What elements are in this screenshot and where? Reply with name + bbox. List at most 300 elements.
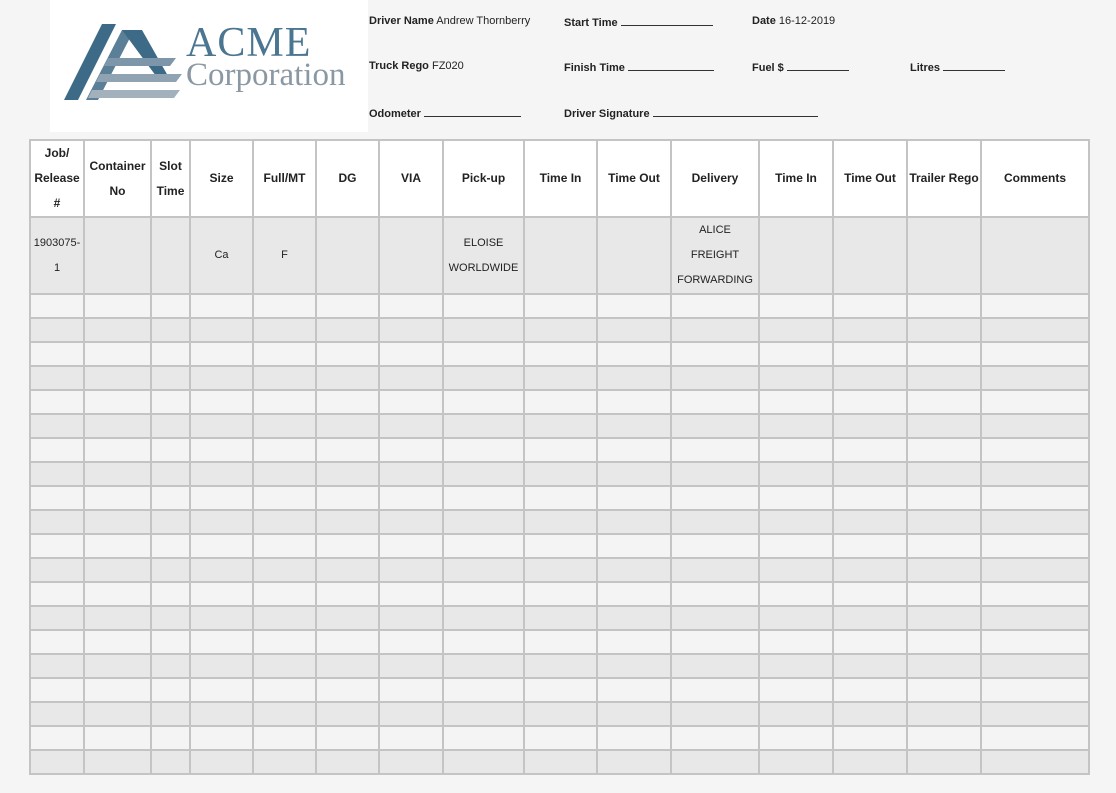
- empty-table-cell[interactable]: [833, 294, 907, 318]
- empty-table-cell[interactable]: [30, 558, 84, 582]
- empty-table-cell[interactable]: [524, 630, 597, 654]
- empty-table-cell[interactable]: [671, 366, 759, 390]
- empty-table-cell[interactable]: [759, 702, 833, 726]
- empty-table-cell[interactable]: [253, 702, 316, 726]
- empty-table-cell[interactable]: [671, 438, 759, 462]
- empty-table-cell[interactable]: [443, 582, 524, 606]
- empty-table-cell[interactable]: [316, 486, 379, 510]
- empty-table-cell[interactable]: [30, 486, 84, 510]
- empty-table-cell[interactable]: [524, 438, 597, 462]
- empty-table-cell[interactable]: [981, 414, 1089, 438]
- table-cell[interactable]: [833, 217, 907, 294]
- empty-table-cell[interactable]: [316, 726, 379, 750]
- empty-table-cell[interactable]: [253, 462, 316, 486]
- empty-table-cell[interactable]: [524, 318, 597, 342]
- empty-table-cell[interactable]: [84, 702, 151, 726]
- empty-table-cell[interactable]: [759, 630, 833, 654]
- empty-table-cell[interactable]: [84, 654, 151, 678]
- empty-table-cell[interactable]: [597, 318, 671, 342]
- empty-table-cell[interactable]: [759, 534, 833, 558]
- empty-table-cell[interactable]: [151, 462, 190, 486]
- empty-table-cell[interactable]: [84, 606, 151, 630]
- empty-table-cell[interactable]: [759, 438, 833, 462]
- empty-table-cell[interactable]: [30, 534, 84, 558]
- empty-table-cell[interactable]: [253, 750, 316, 774]
- empty-table-cell[interactable]: [253, 726, 316, 750]
- empty-table-cell[interactable]: [379, 342, 443, 366]
- empty-table-cell[interactable]: [907, 510, 981, 534]
- empty-table-cell[interactable]: [981, 558, 1089, 582]
- empty-table-cell[interactable]: [253, 294, 316, 318]
- empty-table-cell[interactable]: [833, 438, 907, 462]
- litres-blank[interactable]: [943, 60, 1005, 71]
- empty-table-cell[interactable]: [316, 606, 379, 630]
- empty-table-cell[interactable]: [30, 510, 84, 534]
- empty-table-cell[interactable]: [151, 750, 190, 774]
- empty-table-cell[interactable]: [443, 366, 524, 390]
- empty-table-cell[interactable]: [443, 558, 524, 582]
- empty-table-cell[interactable]: [833, 726, 907, 750]
- empty-table-cell[interactable]: [597, 726, 671, 750]
- empty-table-cell[interactable]: [253, 318, 316, 342]
- empty-table-cell[interactable]: [316, 438, 379, 462]
- empty-table-cell[interactable]: [190, 462, 253, 486]
- finish-time-blank[interactable]: [628, 60, 714, 71]
- empty-table-cell[interactable]: [151, 678, 190, 702]
- empty-table-cell[interactable]: [151, 558, 190, 582]
- empty-table-cell[interactable]: [84, 582, 151, 606]
- empty-table-cell[interactable]: [190, 438, 253, 462]
- empty-table-cell[interactable]: [759, 678, 833, 702]
- fuel-blank[interactable]: [787, 60, 849, 71]
- empty-table-cell[interactable]: [253, 486, 316, 510]
- table-cell[interactable]: [379, 217, 443, 294]
- empty-table-cell[interactable]: [759, 486, 833, 510]
- empty-table-cell[interactable]: [524, 750, 597, 774]
- empty-table-cell[interactable]: [30, 414, 84, 438]
- empty-table-cell[interactable]: [671, 534, 759, 558]
- empty-table-cell[interactable]: [597, 462, 671, 486]
- empty-table-cell[interactable]: [190, 582, 253, 606]
- empty-table-cell[interactable]: [253, 630, 316, 654]
- empty-table-cell[interactable]: [443, 630, 524, 654]
- empty-table-cell[interactable]: [833, 462, 907, 486]
- empty-table-cell[interactable]: [30, 630, 84, 654]
- empty-table-cell[interactable]: [981, 366, 1089, 390]
- empty-table-cell[interactable]: [443, 414, 524, 438]
- empty-table-cell[interactable]: [907, 294, 981, 318]
- empty-table-cell[interactable]: [907, 606, 981, 630]
- empty-table-cell[interactable]: [597, 582, 671, 606]
- empty-table-cell[interactable]: [907, 318, 981, 342]
- empty-table-cell[interactable]: [190, 558, 253, 582]
- empty-table-cell[interactable]: [524, 534, 597, 558]
- empty-table-cell[interactable]: [671, 558, 759, 582]
- empty-table-cell[interactable]: [84, 390, 151, 414]
- empty-table-cell[interactable]: [524, 558, 597, 582]
- empty-table-cell[interactable]: [907, 462, 981, 486]
- empty-table-cell[interactable]: [524, 366, 597, 390]
- table-cell[interactable]: [84, 217, 151, 294]
- empty-table-cell[interactable]: [759, 750, 833, 774]
- empty-table-cell[interactable]: [316, 558, 379, 582]
- table-cell[interactable]: [253, 217, 316, 294]
- empty-table-cell[interactable]: [671, 486, 759, 510]
- empty-table-cell[interactable]: [907, 702, 981, 726]
- table-cell[interactable]: [316, 217, 379, 294]
- empty-table-cell[interactable]: [30, 750, 84, 774]
- empty-table-cell[interactable]: [316, 390, 379, 414]
- empty-table-cell[interactable]: [84, 366, 151, 390]
- empty-table-cell[interactable]: [151, 606, 190, 630]
- empty-table-cell[interactable]: [443, 678, 524, 702]
- empty-table-cell[interactable]: [907, 414, 981, 438]
- empty-table-cell[interactable]: [316, 534, 379, 558]
- empty-table-cell[interactable]: [151, 414, 190, 438]
- empty-table-cell[interactable]: [253, 366, 316, 390]
- table-cell[interactable]: [907, 217, 981, 294]
- empty-table-cell[interactable]: [253, 342, 316, 366]
- empty-table-cell[interactable]: [253, 678, 316, 702]
- empty-table-cell[interactable]: [253, 606, 316, 630]
- empty-table-cell[interactable]: [597, 438, 671, 462]
- empty-table-cell[interactable]: [151, 438, 190, 462]
- empty-table-cell[interactable]: [907, 366, 981, 390]
- empty-table-cell[interactable]: [151, 630, 190, 654]
- empty-table-cell[interactable]: [151, 366, 190, 390]
- empty-table-cell[interactable]: [597, 606, 671, 630]
- empty-table-cell[interactable]: [316, 366, 379, 390]
- empty-table-cell[interactable]: [30, 654, 84, 678]
- empty-table-cell[interactable]: [524, 342, 597, 366]
- empty-table-cell[interactable]: [190, 318, 253, 342]
- table-cell[interactable]: [190, 217, 253, 294]
- empty-table-cell[interactable]: [981, 582, 1089, 606]
- empty-table-cell[interactable]: [84, 726, 151, 750]
- empty-table-cell[interactable]: [981, 510, 1089, 534]
- empty-table-cell[interactable]: [833, 366, 907, 390]
- empty-table-cell[interactable]: [833, 606, 907, 630]
- empty-table-cell[interactable]: [524, 414, 597, 438]
- empty-table-cell[interactable]: [443, 606, 524, 630]
- empty-table-cell[interactable]: [84, 486, 151, 510]
- empty-table-cell[interactable]: [524, 582, 597, 606]
- empty-table-cell[interactable]: [316, 630, 379, 654]
- empty-table-cell[interactable]: [759, 294, 833, 318]
- empty-table-cell[interactable]: [84, 438, 151, 462]
- empty-table-cell[interactable]: [759, 366, 833, 390]
- empty-table-cell[interactable]: [84, 510, 151, 534]
- empty-table-cell[interactable]: [907, 726, 981, 750]
- empty-table-cell[interactable]: [190, 486, 253, 510]
- empty-table-cell[interactable]: [151, 534, 190, 558]
- empty-table-cell[interactable]: [379, 318, 443, 342]
- empty-table-cell[interactable]: [84, 462, 151, 486]
- empty-table-cell[interactable]: [597, 750, 671, 774]
- empty-table-cell[interactable]: [981, 678, 1089, 702]
- empty-table-cell[interactable]: [443, 342, 524, 366]
- empty-table-cell[interactable]: [833, 414, 907, 438]
- empty-table-cell[interactable]: [190, 390, 253, 414]
- empty-table-cell[interactable]: [981, 318, 1089, 342]
- empty-table-cell[interactable]: [597, 558, 671, 582]
- empty-table-cell[interactable]: [316, 414, 379, 438]
- empty-table-cell[interactable]: [379, 294, 443, 318]
- table-cell[interactable]: [151, 217, 190, 294]
- empty-table-cell[interactable]: [671, 606, 759, 630]
- empty-table-cell[interactable]: [30, 462, 84, 486]
- empty-table-cell[interactable]: [907, 558, 981, 582]
- empty-table-cell[interactable]: [316, 462, 379, 486]
- empty-table-cell[interactable]: [671, 462, 759, 486]
- empty-table-cell[interactable]: [190, 750, 253, 774]
- empty-table-cell[interactable]: [597, 630, 671, 654]
- empty-table-cell[interactable]: [84, 630, 151, 654]
- empty-table-cell[interactable]: [981, 438, 1089, 462]
- empty-table-cell[interactable]: [443, 510, 524, 534]
- empty-table-cell[interactable]: [84, 294, 151, 318]
- table-cell[interactable]: [597, 217, 671, 294]
- empty-table-cell[interactable]: [253, 414, 316, 438]
- empty-table-cell[interactable]: [316, 510, 379, 534]
- empty-table-cell[interactable]: [316, 654, 379, 678]
- empty-table-cell[interactable]: [981, 390, 1089, 414]
- empty-table-cell[interactable]: [833, 678, 907, 702]
- empty-table-cell[interactable]: [151, 318, 190, 342]
- empty-table-cell[interactable]: [671, 726, 759, 750]
- empty-table-cell[interactable]: [30, 606, 84, 630]
- empty-table-cell[interactable]: [316, 678, 379, 702]
- table-cell[interactable]: [759, 217, 833, 294]
- empty-table-cell[interactable]: [671, 294, 759, 318]
- empty-table-cell[interactable]: [190, 726, 253, 750]
- empty-table-cell[interactable]: [151, 342, 190, 366]
- empty-table-cell[interactable]: [907, 438, 981, 462]
- empty-table-cell[interactable]: [524, 510, 597, 534]
- empty-table-cell[interactable]: [981, 342, 1089, 366]
- empty-table-cell[interactable]: [671, 342, 759, 366]
- empty-table-cell[interactable]: [907, 630, 981, 654]
- empty-table-cell[interactable]: [151, 654, 190, 678]
- empty-table-cell[interactable]: [379, 534, 443, 558]
- empty-table-cell[interactable]: [379, 366, 443, 390]
- empty-table-cell[interactable]: [443, 462, 524, 486]
- empty-table-cell[interactable]: [833, 750, 907, 774]
- empty-table-cell[interactable]: [316, 750, 379, 774]
- empty-table-cell[interactable]: [833, 534, 907, 558]
- empty-table-cell[interactable]: [981, 534, 1089, 558]
- empty-table-cell[interactable]: [597, 534, 671, 558]
- empty-table-cell[interactable]: [671, 414, 759, 438]
- empty-table-cell[interactable]: [443, 438, 524, 462]
- empty-table-cell[interactable]: [981, 606, 1089, 630]
- empty-table-cell[interactable]: [759, 654, 833, 678]
- empty-table-cell[interactable]: [524, 702, 597, 726]
- empty-table-cell[interactable]: [981, 462, 1089, 486]
- empty-table-cell[interactable]: [253, 438, 316, 462]
- empty-table-cell[interactable]: [833, 558, 907, 582]
- empty-table-cell[interactable]: [84, 342, 151, 366]
- table-cell[interactable]: [30, 217, 84, 294]
- empty-table-cell[interactable]: [379, 510, 443, 534]
- empty-table-cell[interactable]: [833, 654, 907, 678]
- empty-table-cell[interactable]: [597, 390, 671, 414]
- empty-table-cell[interactable]: [907, 534, 981, 558]
- empty-table-cell[interactable]: [316, 702, 379, 726]
- empty-table-cell[interactable]: [30, 294, 84, 318]
- empty-table-cell[interactable]: [84, 558, 151, 582]
- empty-table-cell[interactable]: [151, 294, 190, 318]
- empty-table-cell[interactable]: [907, 678, 981, 702]
- empty-table-cell[interactable]: [190, 510, 253, 534]
- empty-table-cell[interactable]: [253, 510, 316, 534]
- empty-table-cell[interactable]: [524, 390, 597, 414]
- empty-table-cell[interactable]: [907, 582, 981, 606]
- empty-table-cell[interactable]: [907, 390, 981, 414]
- empty-table-cell[interactable]: [151, 726, 190, 750]
- empty-table-cell[interactable]: [981, 750, 1089, 774]
- empty-table-cell[interactable]: [30, 342, 84, 366]
- empty-table-cell[interactable]: [981, 726, 1089, 750]
- empty-table-cell[interactable]: [151, 390, 190, 414]
- empty-table-cell[interactable]: [443, 390, 524, 414]
- empty-table-cell[interactable]: [907, 342, 981, 366]
- empty-table-cell[interactable]: [316, 342, 379, 366]
- empty-table-cell[interactable]: [379, 654, 443, 678]
- empty-table-cell[interactable]: [907, 750, 981, 774]
- empty-table-cell[interactable]: [443, 318, 524, 342]
- empty-table-cell[interactable]: [30, 366, 84, 390]
- empty-table-cell[interactable]: [671, 750, 759, 774]
- empty-table-cell[interactable]: [30, 438, 84, 462]
- empty-table-cell[interactable]: [84, 534, 151, 558]
- empty-table-cell[interactable]: [759, 606, 833, 630]
- empty-table-cell[interactable]: [30, 582, 84, 606]
- empty-table-cell[interactable]: [524, 294, 597, 318]
- empty-table-cell[interactable]: [253, 390, 316, 414]
- empty-table-cell[interactable]: [597, 366, 671, 390]
- empty-table-cell[interactable]: [151, 510, 190, 534]
- empty-table-cell[interactable]: [84, 750, 151, 774]
- empty-table-cell[interactable]: [524, 462, 597, 486]
- empty-table-cell[interactable]: [379, 414, 443, 438]
- empty-table-cell[interactable]: [833, 390, 907, 414]
- empty-table-cell[interactable]: [907, 654, 981, 678]
- driver-signature-blank[interactable]: [653, 106, 818, 117]
- empty-table-cell[interactable]: [671, 582, 759, 606]
- empty-table-cell[interactable]: [833, 582, 907, 606]
- empty-table-cell[interactable]: [379, 438, 443, 462]
- empty-table-cell[interactable]: [190, 654, 253, 678]
- empty-table-cell[interactable]: [84, 414, 151, 438]
- empty-table-cell[interactable]: [524, 486, 597, 510]
- empty-table-cell[interactable]: [30, 726, 84, 750]
- empty-table-cell[interactable]: [379, 630, 443, 654]
- empty-table-cell[interactable]: [671, 510, 759, 534]
- empty-table-cell[interactable]: [981, 486, 1089, 510]
- empty-table-cell[interactable]: [30, 318, 84, 342]
- empty-table-cell[interactable]: [833, 486, 907, 510]
- empty-table-cell[interactable]: [759, 414, 833, 438]
- empty-table-cell[interactable]: [671, 702, 759, 726]
- empty-table-cell[interactable]: [981, 702, 1089, 726]
- empty-table-cell[interactable]: [443, 702, 524, 726]
- empty-table-cell[interactable]: [190, 414, 253, 438]
- empty-table-cell[interactable]: [597, 654, 671, 678]
- empty-table-cell[interactable]: [379, 726, 443, 750]
- empty-table-cell[interactable]: [30, 702, 84, 726]
- empty-table-cell[interactable]: [759, 558, 833, 582]
- empty-table-cell[interactable]: [30, 678, 84, 702]
- empty-table-cell[interactable]: [443, 486, 524, 510]
- empty-table-cell[interactable]: [190, 294, 253, 318]
- empty-table-cell[interactable]: [833, 630, 907, 654]
- empty-table-cell[interactable]: [190, 630, 253, 654]
- empty-table-cell[interactable]: [671, 678, 759, 702]
- empty-table-cell[interactable]: [151, 702, 190, 726]
- empty-table-cell[interactable]: [759, 582, 833, 606]
- empty-table-cell[interactable]: [524, 678, 597, 702]
- empty-table-cell[interactable]: [30, 390, 84, 414]
- empty-table-cell[interactable]: [253, 534, 316, 558]
- empty-table-cell[interactable]: [379, 702, 443, 726]
- empty-table-cell[interactable]: [379, 486, 443, 510]
- empty-table-cell[interactable]: [379, 558, 443, 582]
- empty-table-cell[interactable]: [597, 486, 671, 510]
- empty-table-cell[interactable]: [981, 630, 1089, 654]
- start-time-blank[interactable]: [621, 15, 713, 26]
- empty-table-cell[interactable]: [671, 318, 759, 342]
- table-cell[interactable]: [524, 217, 597, 294]
- empty-table-cell[interactable]: [597, 510, 671, 534]
- empty-table-cell[interactable]: [671, 630, 759, 654]
- empty-table-cell[interactable]: [597, 342, 671, 366]
- empty-table-cell[interactable]: [190, 678, 253, 702]
- empty-table-cell[interactable]: [981, 654, 1089, 678]
- empty-table-cell[interactable]: [379, 606, 443, 630]
- empty-table-cell[interactable]: [597, 294, 671, 318]
- empty-table-cell[interactable]: [443, 654, 524, 678]
- table-cell[interactable]: [443, 217, 524, 294]
- empty-table-cell[interactable]: [151, 486, 190, 510]
- empty-table-cell[interactable]: [379, 462, 443, 486]
- empty-table-cell[interactable]: [759, 510, 833, 534]
- empty-table-cell[interactable]: [524, 654, 597, 678]
- empty-table-cell[interactable]: [443, 534, 524, 558]
- empty-table-cell[interactable]: [759, 342, 833, 366]
- empty-table-cell[interactable]: [316, 582, 379, 606]
- empty-table-cell[interactable]: [597, 678, 671, 702]
- empty-table-cell[interactable]: [379, 582, 443, 606]
- empty-table-cell[interactable]: [443, 726, 524, 750]
- empty-table-cell[interactable]: [759, 726, 833, 750]
- empty-table-cell[interactable]: [597, 414, 671, 438]
- table-cell[interactable]: [981, 217, 1089, 294]
- empty-table-cell[interactable]: [379, 750, 443, 774]
- empty-table-cell[interactable]: [151, 582, 190, 606]
- empty-table-cell[interactable]: [253, 558, 316, 582]
- empty-table-cell[interactable]: [190, 534, 253, 558]
- empty-table-cell[interactable]: [524, 606, 597, 630]
- empty-table-cell[interactable]: [190, 606, 253, 630]
- empty-table-cell[interactable]: [671, 390, 759, 414]
- empty-table-cell[interactable]: [190, 366, 253, 390]
- empty-table-cell[interactable]: [833, 510, 907, 534]
- empty-table-cell[interactable]: [907, 486, 981, 510]
- empty-table-cell[interactable]: [759, 318, 833, 342]
- empty-table-cell[interactable]: [833, 318, 907, 342]
- empty-table-cell[interactable]: [316, 318, 379, 342]
